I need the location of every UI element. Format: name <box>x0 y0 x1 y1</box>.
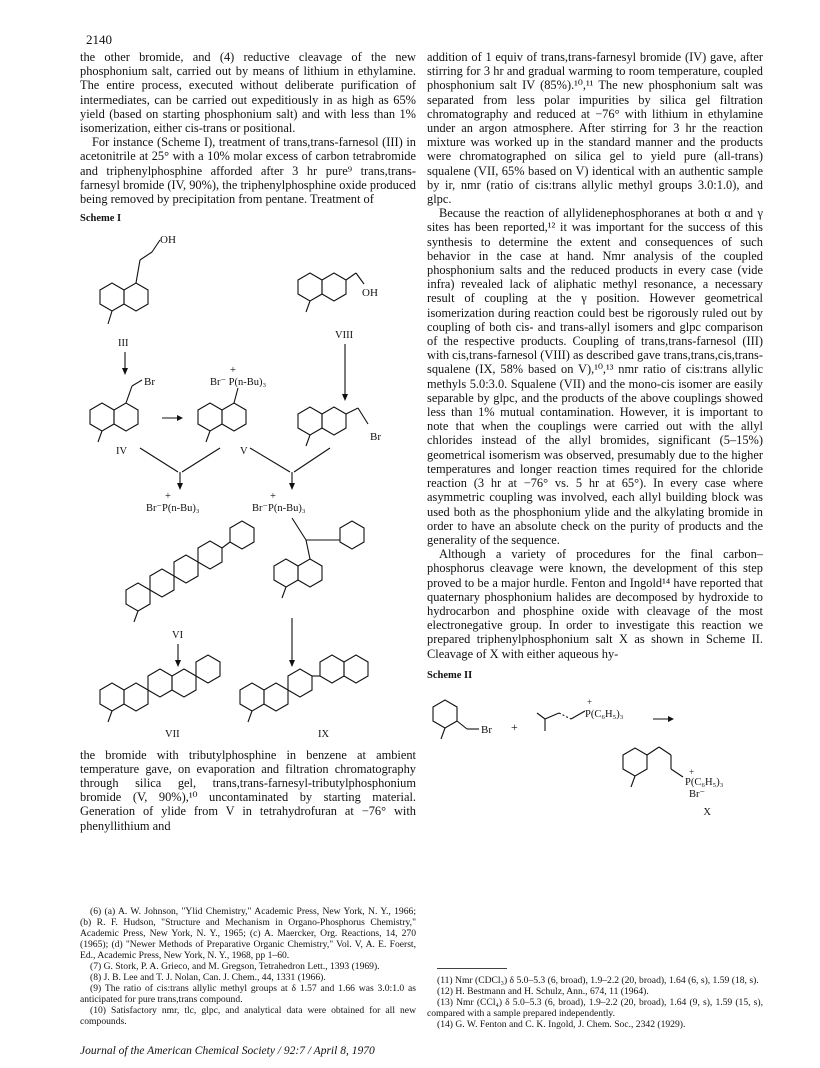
label-viii: VIII <box>335 330 354 342</box>
scheme-1-label: Scheme I <box>80 213 122 225</box>
footnote-14: (14) G. W. Fenton and C. K. Ingold, J. Chem. Soc., 2342 (1929). <box>437 1019 686 1030</box>
left-footnotes <box>80 906 416 1027</box>
label-vi: VI <box>172 630 184 642</box>
plus-vi-2: + <box>270 491 276 503</box>
scheme-1-diagram <box>80 228 416 728</box>
br-label-iv: Br <box>144 376 155 389</box>
footnote-13: (13) Nmr (CCl₄) δ 5.0–5.3 (6, broad), 1.9–2.2 (20, broad), 1.64 (9, s), 1.59 (15, s), compared with a sample prepared independently. <box>427 997 763 1019</box>
right-paragraph-2: Because the reaction of allylidenephosphoranes at both α and γ sites has been reported,¹² it was important for the success of this synthesis to determine the extent and consequences of such behavior in the case at hand. Nmr analysis of the coupled phosphonium salts and the reduced products in every case (vide infra) revealed lack of aliphatic methyl resonance, a necessary result of coupling at the γ position. However geometrical isomerization during reaction could best be rigorously ruled out by coupling of both cis- and trans-allyl isomers and glpc comparison of the respective products. Coupling of trans,trans-farnesol (III) with cis,trans-farnesol (VIII) as described gave trans,trans,cis,trans-squalene (IX, 58% based on V),¹⁰,¹³ nmr ratio of cis:trans allylic methyls 5.0:3.0. Squalene (VII) and the mono-cis isomer are easily separable by glpc, and the products of the above couplings showed less than 1% mutual contamination. However, it is important to note that when the couplings were carried out with the allyl chlorides instead of the allyl bromides, significant (5–15%) geometrical isomerism was observed, presumably due to the higher temperatures and longer reaction times required for the chloride reaction (3 hr at −76° vs. 5 hr at 65°). In every case where asymmetric coupling was involved, each allyl building block was used both as the phosphonium ylide and the alkylating bromide in order to have an absolute check on the purity of products and the generality of the sequence. <box>427 206 763 547</box>
footnote-10: (10) Satisfactory nmr, tlc, glpc, and analytical data were obtained for all new compounds. <box>80 1005 416 1027</box>
vi-salt-1: Br⁻P(n-Bu)₃ <box>146 503 200 515</box>
footnote-9: (9) The ratio of cis:trans allylic methyl groups at δ 1.57 and 1.66 was 3.0:1.0 as anticipated for pure trans,trans compound. <box>80 983 416 1005</box>
footnote-7: (7) G. Stork, P. A. Grieco, and M. Gregson, Tetrahedron Lett., 1393 (1969). <box>90 961 380 972</box>
left-paragraph-1: the other bromide, and (4) reductive cleavage of the new phosphonium salt, carried out by means of lithium in ethylamine. The entire process, executed without deliberate purification of intermediates, can be carried out expeditiously in as high as 65% yield (based on starting phosphonium salt) and with less than 1% isomerization, either cis-trans or positional. <box>80 50 416 136</box>
compound-viii-structure <box>298 273 364 312</box>
plus-vi-1: + <box>165 491 171 503</box>
compound-v-coupled-structure <box>274 518 364 598</box>
br-label-viii: Br <box>370 431 381 444</box>
footnote-11: (11) Nmr (CDCl₃) δ 5.0–5.3 (6, broad), 1.9–2.2 (20, broad), 1.64 (6, s), 1.59 (18, s). <box>437 975 759 986</box>
label-vii: VII <box>165 728 180 740</box>
scheme2-br: Br <box>481 723 492 736</box>
oh-label-viii: OH <box>362 287 378 300</box>
right-footnotes <box>427 968 763 1030</box>
vi-salt-2: Br⁻P(n-Bu)₃ <box>252 503 306 515</box>
label-iii: III <box>118 338 129 350</box>
footnote-rule <box>437 968 507 969</box>
compound-x-structure <box>623 747 683 787</box>
compound-ix-structure <box>240 655 368 722</box>
compound-viii-bromide-structure <box>298 407 368 446</box>
compound-vii-structure <box>100 655 220 722</box>
scheme-2-diagram <box>427 685 763 805</box>
right-column <box>427 50 763 820</box>
x-br-minus: Br⁻ <box>689 788 706 800</box>
scheme2-p-plus: + <box>587 696 593 707</box>
compound-vi-structure <box>126 521 254 622</box>
left-paragraph-2: For instance (Scheme I), treatment of trans,trans-farnesol (III) in acetonitrile at 25° with a 10% molar excess of carbon tetrabromide and triphenylphosphine afforded after 3 hr pure⁹ trans,trans-farnesyl bromide (IV, 90%), the triphenylphosphine oxide produced being removed by precipitation from pentane. Treatment of <box>80 135 416 207</box>
label-x: X <box>703 807 711 819</box>
footnote-6: (6) (a) A. W. Johnson, "Ylid Chemistry," Academic Press, New York, N. Y., 1966; (b) R. F. Hudson, "Structure and Mechanism in Organo-Phosphorus Chemistry," Academic Press, New York, N. Y., 1965; (c) A. Maercker, Org. Reactions, 14, 270 (1965); (d) "Newer Methods of Preparative Organic Chemistry," Vol. V, A. E. Foerst, Ed., Academic Press, New York, N. Y., 1968, pp 1–60. <box>80 906 416 961</box>
prenyl-phosphonium-structure <box>537 711 585 731</box>
oh-label-iii: OH <box>160 234 176 247</box>
plus-v: + <box>230 365 236 377</box>
footnote-12: (12) H. Bestmann and H. Schulz, Ann., 674, 11 (1964). <box>437 986 649 997</box>
label-iv: IV <box>116 446 128 458</box>
compound-iv-structure <box>90 380 142 442</box>
compound-iii-structure <box>100 240 160 324</box>
compound-v-structure <box>198 388 246 442</box>
left-paragraph-3: the bromide with tributylphosphine in benzene at ambient temperature gave, on evaporation and filtration chromatography through silica gel, trans,trans-farnesyl-tributylphosphonium bromide (V, 90%),¹⁰ uncontaminated by starting material. Generation of ylide from V in tetrahydrofuran at −76° with phenyllithium and <box>80 747 416 833</box>
right-paragraph-1: addition of 1 equiv of trans,trans-farnesyl bromide (IV) gave, after stirring for 3 hr and gradual warming to room temperature, coupled phosphonium salt IV (85%).¹⁰,¹¹ The new phosphonium salt was separated from less polar impurities by silica gel filtration chromatography and reduced at −76° with lithium in ethylamine under an argon atmosphere. After stirring for 3 hr the reaction mixture was worked up in the standard manner and the products were chromatographed on silica gel to yield pure (all-trans) squalene (VII, 65% based on V) identical with an authentic sample by ir, nmr (ratio of cis:trans allylic methyl groups 3.0:1.0), and glpc. <box>427 50 763 207</box>
scheme-2-label: Scheme II <box>427 669 473 681</box>
journal-footer: Journal of the American Chemical Society / 92:7 / April 8, 1970 <box>80 1045 375 1057</box>
x-p-plus: + <box>689 766 695 777</box>
v-salt-label: Br⁻ P(n-Bu)₃ <box>210 377 267 389</box>
page-number: 2140 <box>86 32 112 47</box>
footnote-8: (8) J. B. Lee and T. J. Nolan, Can. J. Chem., 44, 1331 (1966). <box>90 972 326 983</box>
scheme2-pph3: P(C₆H₅)₃ <box>585 708 624 720</box>
label-v: V <box>240 446 248 458</box>
left-column <box>80 50 416 833</box>
right-paragraph-3: Although a variety of procedures for the final carbon–phosphorus cleavage were known, the development of this step proved to be a major hurdle. Fenton and Ingold¹⁴ have reported that quaternary phosphonium halides are decomposed by hydroxide to hydrocarbon and phosphine oxide with cleavage of the most electronegative group. In order to investigate this reaction we prepared triphenylphosphonium salt X as shown in Scheme II. Cleavage of X with either aqueous hy- <box>427 547 763 661</box>
scheme2-plus: + <box>511 719 518 734</box>
label-ix: IX <box>318 728 330 740</box>
geranyl-bromide-structure <box>433 700 479 739</box>
x-pph3: P(C₆H₅)₃ <box>685 776 724 788</box>
